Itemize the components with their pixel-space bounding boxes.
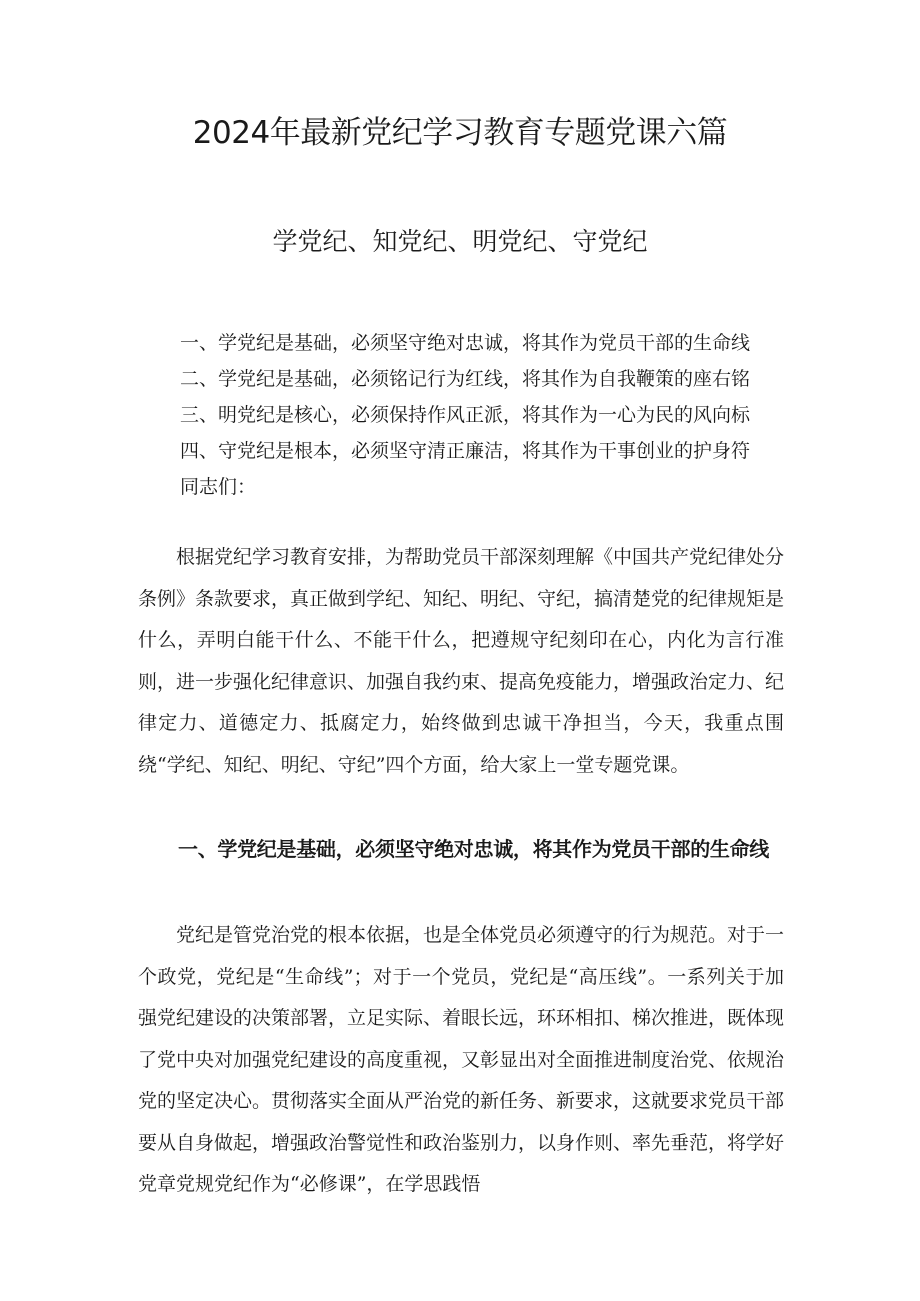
section-1-paragraph: 党纪是管党治党的根本依据，也是全体党员必须遵守的行为规范。对于一个政党，党纪是“生命线”；对于一个党员，党纪是“高压线”。一系列关于加强党纪建设的决策部署，立足实际、着眼长远，环环相扣、梯次推进，既体现了党中央对加强党纪建设的高度重视，又彰显出对全面推进制度治党、依规治党的坚定决心。贯彻落实全面从严治党的新任务、新要求，这就要求党员干部要从自身做起，增强政治警觉性和政治鉴别力，以身作则、率先垂范，将学好党章党规党纪作为“必修课”，在学思践悟	[138, 924, 785, 1195]
salutation: 同志们：	[180, 476, 257, 498]
outline-list	[180, 325, 800, 505]
document-subtitle: 学党纪、知党纪、明党纪、守党纪	[272, 227, 648, 256]
outline-item-3: 三、明党纪是核心，必须保持作风正派，将其作为一心为民的风向标	[180, 404, 751, 426]
outline-item-4: 四、守党纪是根本，必须坚守清正廉洁，将其作为干事创业的护身符	[180, 440, 751, 462]
intro-paragraph: 根据党纪学习教育安排，为帮助党员干部深刻理解《中国共产党纪律处分条例》条款要求，真正做到学纪、知纪、明纪、守纪，搞清楚党的纪律规矩是什么，弄明白能干什么、不能干什么，把遵规守纪刻印在心，内化为言行准则，进一步强化纪律意识、加强自我约束、提高免疫能力，增强政治定力、纪律定力、道德定力、抵腐定力，始终做到忠诚干净担当，今天，我重点围绕“学纪、知纪、明纪、守纪”四个方面，给大家上一堂专题党课。	[138, 546, 785, 776]
document-title: 2024年最新党纪学习教育专题党课六篇	[192, 115, 728, 151]
outline-item-2: 二、学党纪是基础，必须铭记行为红线，将其作为自我鞭策的座右铭	[180, 368, 751, 390]
outline-item-1: 一、学党纪是基础，必须坚守绝对忠诚，将其作为党员干部的生命线	[180, 332, 751, 354]
section-heading-1: 一、学党纪是基础，必须坚守绝对忠诚，将其作为党员干部的生命线	[178, 837, 769, 861]
